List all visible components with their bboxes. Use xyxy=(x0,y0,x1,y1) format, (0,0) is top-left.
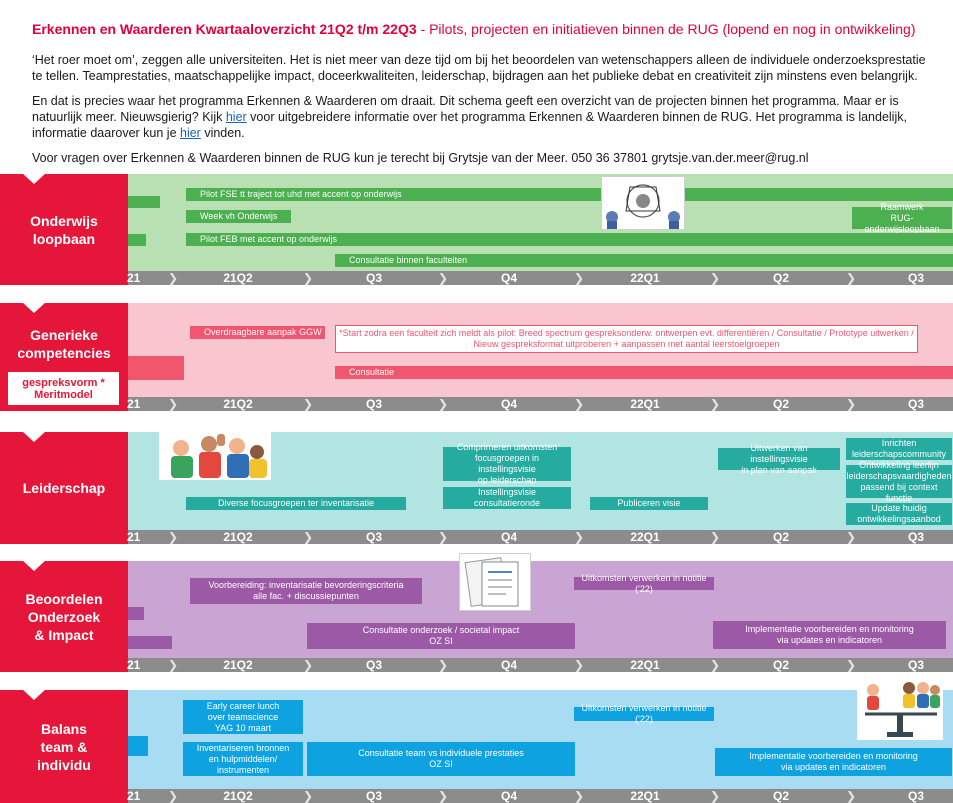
bar-consultatie-team: Consultatie team vs individuele prestaties OZ SI xyxy=(307,742,575,776)
timeline-tick: 22Q1 xyxy=(630,271,660,285)
timeline-chevron-icon: ❯ xyxy=(710,271,721,285)
timeline xyxy=(128,530,953,544)
bar-uitkomsten-notitie: Uitkomsten verwerken in notitie ('22) xyxy=(574,577,714,590)
section-label xyxy=(0,174,128,285)
link-hier-rug[interactable]: hier xyxy=(225,110,247,124)
timeline-tick: Q3 xyxy=(907,789,925,803)
notch-shape xyxy=(22,431,46,442)
timeline-chevron-icon: ❯ xyxy=(438,789,449,803)
timeline-tick: Q2 xyxy=(772,271,790,285)
timeline-tick: 22Q1 xyxy=(630,658,660,672)
timeline-chevron-icon: ❯ xyxy=(710,530,721,544)
timeline-tick: Q3 xyxy=(907,271,925,285)
timeline-tick: Q2 xyxy=(772,658,790,672)
timeline-chevron-icon: ❯ xyxy=(710,397,721,411)
bar-comprimeren: Comprimeren uitkomsten focusgroepen in instellingsvisie op leiderschap xyxy=(443,447,571,481)
section-onderwijs xyxy=(0,174,953,285)
bar-week-onderwijs: Week vh Onderwijs xyxy=(186,210,291,223)
intro-text: voor uitgebreidere informatie over het programma Erkennen & Waarderen binnen de RUG. Het programma is landelijk, informatie daarover kun je xyxy=(32,110,907,140)
intro xyxy=(32,20,937,175)
documents-checklist-icon xyxy=(459,553,531,611)
timeline-chevron-icon: ❯ xyxy=(438,658,449,672)
bar-community: Inrichten leiderschapscommunity xyxy=(846,438,952,460)
timeline-chevron-icon: ❯ xyxy=(846,530,857,544)
timeline-chevron-icon: ❯ xyxy=(846,658,857,672)
timeline-chevron-icon: ❯ xyxy=(168,397,179,411)
section-title: Leiderschap xyxy=(22,480,106,496)
section-beoordelen xyxy=(0,561,953,672)
timeline-tick: Q3 xyxy=(907,397,925,411)
bar-implementatie: Implementatie voorbereiden en monitoring via updates en indicatoren xyxy=(713,621,946,649)
bar-uitwerken-visie: Uitwerken van instellingsvisie in plan van aanpak xyxy=(718,448,840,470)
scale-people-icon xyxy=(857,678,943,740)
bar-stub xyxy=(128,607,144,620)
notch-shape xyxy=(22,560,46,571)
intro-paragraph-2 xyxy=(32,93,937,141)
section-label xyxy=(0,690,128,803)
bar-leerlijn: Ontwikkeling leerlijn leiderschapsvaardigheden passend bij context functie xyxy=(846,459,952,503)
timeline-chevron-icon: ❯ xyxy=(303,271,314,285)
lane xyxy=(128,174,953,271)
lane xyxy=(128,432,953,530)
bar-implementatie: Implementatie voorbereiden en monitoring via updates en indicatoren xyxy=(715,748,952,776)
intro-text: En dat is precies waar het programma Erkennen & Waarderen om draait. Dit schema geeft een overzicht van de projecten binnen het programma. Maar er is natuurlijk meer. Nieuwsgierig? Kijk xyxy=(32,94,899,124)
timeline-chevron-icon: ❯ xyxy=(574,789,585,803)
intro-paragraph-3: Voor vragen over Erkennen & Waarderen binnen de RUG kun je terecht bij Grytsje van der Meer. 050 36 37801 grytsje.van.der.meer@rug.nl xyxy=(32,151,809,165)
lane xyxy=(128,303,953,397)
timeline-chevron-icon: ❯ xyxy=(710,789,721,803)
timeline-tick: 22Q1 xyxy=(630,397,660,411)
intro-text: vinden. xyxy=(200,126,245,140)
bar-stub xyxy=(128,196,160,208)
bar-consultatie: Consultatie xyxy=(335,366,953,379)
section-label xyxy=(0,432,128,544)
timeline-chevron-icon: ❯ xyxy=(168,789,179,803)
bar-voorbereiding: Voorbereiding: inventarisatie bevorderingscriteria alle fac. + discussiepunten xyxy=(190,578,422,604)
bar-consultatie-faculteiten: Consultatie binnen faculteiten xyxy=(335,254,953,267)
title-sub: - Pilots, projecten en initiatieven binnen de RUG (lopend en nog in ontwikkeling) xyxy=(416,21,916,37)
timeline-chevron-icon: ❯ xyxy=(574,397,585,411)
bar-consultatie-onderzoek: Consultatie onderzoek / societal impact OZ SI xyxy=(307,623,575,649)
timeline-chevron-icon: ❯ xyxy=(303,397,314,411)
timeline-chevron-icon: ❯ xyxy=(574,530,585,544)
classroom-diagram-icon xyxy=(601,176,685,230)
bar-pilot-feb: Pilot FEB met accent op onderwijs xyxy=(186,233,953,246)
team-high-five-icon xyxy=(159,432,271,480)
timeline-tick: 21Q2 xyxy=(223,271,253,285)
section-title: Generieke competencies xyxy=(17,327,111,361)
timeline-chevron-icon: ❯ xyxy=(574,658,585,672)
timeline-tick: 21 xyxy=(127,397,141,411)
bar-stub xyxy=(128,636,172,649)
intro-paragraph-1: ‘Het roer moet om’, zeggen alle universiteiten. Het is niet meer van deze tijd om bij het beoordelen van wetenschappers alleen de individuele onderzoeksprestatie te tellen. Teamprestaties, maatschappelijke impact, doceerkwaliteiten, leiderschap, bijdragen aan het publieke debat en creativiteit zijn minstens even belangrijk. xyxy=(32,53,926,83)
timeline-chevron-icon: ❯ xyxy=(710,658,721,672)
timeline-chevron-icon: ❯ xyxy=(846,397,857,411)
bar-stub xyxy=(128,356,184,380)
section-title: Beoordelen Onderzoek & Impact xyxy=(25,590,103,643)
timeline-tick: Q2 xyxy=(772,789,790,803)
timeline-tick: Q4 xyxy=(500,530,518,544)
timeline-tick: 21Q2 xyxy=(223,397,253,411)
timeline-tick: 21 xyxy=(127,530,141,544)
timeline-chevron-icon: ❯ xyxy=(438,271,449,285)
section-title: Balans team & individu xyxy=(37,720,91,773)
bar-early-career-lunch: Early career lunch over teamscience YAG 10 maart xyxy=(183,700,303,734)
timeline-chevron-icon: ❯ xyxy=(303,530,314,544)
timeline-tick: Q3 xyxy=(365,530,383,544)
lane xyxy=(128,690,953,789)
timeline-tick: Q4 xyxy=(500,271,518,285)
timeline-tick: 21 xyxy=(127,271,141,285)
section-title: Onderwijs loopbaan xyxy=(30,212,98,247)
timeline-chevron-icon: ❯ xyxy=(438,530,449,544)
timeline-tick: Q3 xyxy=(907,530,925,544)
timeline xyxy=(128,789,953,803)
bar-stub xyxy=(128,234,146,246)
section-leiderschap xyxy=(0,432,953,544)
section-label xyxy=(0,561,128,672)
title-main: Erkennen en Waarderen Kwartaaloverzicht 21Q2 t/m 22Q3 xyxy=(32,21,417,37)
timeline-chevron-icon: ❯ xyxy=(168,530,179,544)
note-pilot-start: *Start zodra een faculteit zich meldt als pilot: Breed spectrum gespreksonderw. ontwerpen evt. differentiëren / Consultatie / Prototype uitwerken / Nieuw gespreksformat uitproberen + aanpassen met aantal leerstoelgroepen xyxy=(335,325,918,353)
timeline-tick: 21 xyxy=(127,789,141,803)
timeline xyxy=(128,658,953,672)
timeline-tick: Q4 xyxy=(500,658,518,672)
bar-uitkomsten-notitie: Uitkomsten verwerken in notitie ('22) xyxy=(574,707,714,721)
timeline-tick: Q3 xyxy=(365,397,383,411)
timeline-tick: Q3 xyxy=(365,271,383,285)
notch-shape xyxy=(22,302,46,313)
timeline-chevron-icon: ❯ xyxy=(438,397,449,411)
link-hier-landelijk[interactable]: hier xyxy=(180,126,201,140)
notch-shape xyxy=(22,689,46,700)
bar-raamwerk: Raamwerk RUG-onderwijsloopbaan xyxy=(852,207,952,229)
timeline-chevron-icon: ❯ xyxy=(168,658,179,672)
timeline-tick: Q3 xyxy=(365,789,383,803)
page-title xyxy=(32,20,937,39)
timeline-chevron-icon: ❯ xyxy=(846,789,857,803)
timeline-tick: 22Q1 xyxy=(630,530,660,544)
bar-inventariseren-bronnen: Inventariseren bronnen en hulpmiddelen/ instrumenten xyxy=(183,742,303,776)
section-balans xyxy=(0,690,953,803)
timeline-chevron-icon: ❯ xyxy=(846,271,857,285)
timeline-tick: Q3 xyxy=(907,658,925,672)
timeline-chevron-icon: ❯ xyxy=(303,658,314,672)
timeline-tick: Q3 xyxy=(365,658,383,672)
bar-pilot-fse: Pilot FSE tt traject tot uhd met accent op onderwijs xyxy=(186,188,953,201)
timeline-chevron-icon: ❯ xyxy=(168,271,179,285)
bar-stub xyxy=(128,736,148,756)
timeline-tick: 21 xyxy=(127,658,141,672)
timeline-tick: 21Q2 xyxy=(223,658,253,672)
timeline-tick: 21Q2 xyxy=(223,530,253,544)
bar-focusgroepen: Diverse focusgroepen ter inventarisatie xyxy=(186,497,406,510)
timeline xyxy=(128,271,953,285)
timeline-tick: Q4 xyxy=(500,397,518,411)
timeline xyxy=(128,397,953,411)
timeline-tick: 22Q1 xyxy=(630,789,660,803)
lane xyxy=(128,561,953,658)
section-generieke xyxy=(0,303,953,411)
timeline-tick: Q2 xyxy=(772,397,790,411)
bar-instellingsvisie: Instellingsvisie consultatieronde xyxy=(443,487,571,509)
notch-shape xyxy=(22,173,46,184)
timeline-tick: Q4 xyxy=(500,789,518,803)
bar-overdraagbare-aanpak: Overdraagbare aanpak GGW xyxy=(190,326,325,339)
timeline-chevron-icon: ❯ xyxy=(303,789,314,803)
bar-publiceren-visie: Publiceren visie xyxy=(590,497,708,510)
timeline-chevron-icon: ❯ xyxy=(574,271,585,285)
bar-update-aanbod: Update huidig ontwikkelingsaanbod xyxy=(846,503,952,525)
timeline-tick: 21Q2 xyxy=(223,789,253,803)
gespreksvorm-box: gespreksvorm * Meritmodel xyxy=(7,371,120,406)
timeline-tick: Q2 xyxy=(772,530,790,544)
